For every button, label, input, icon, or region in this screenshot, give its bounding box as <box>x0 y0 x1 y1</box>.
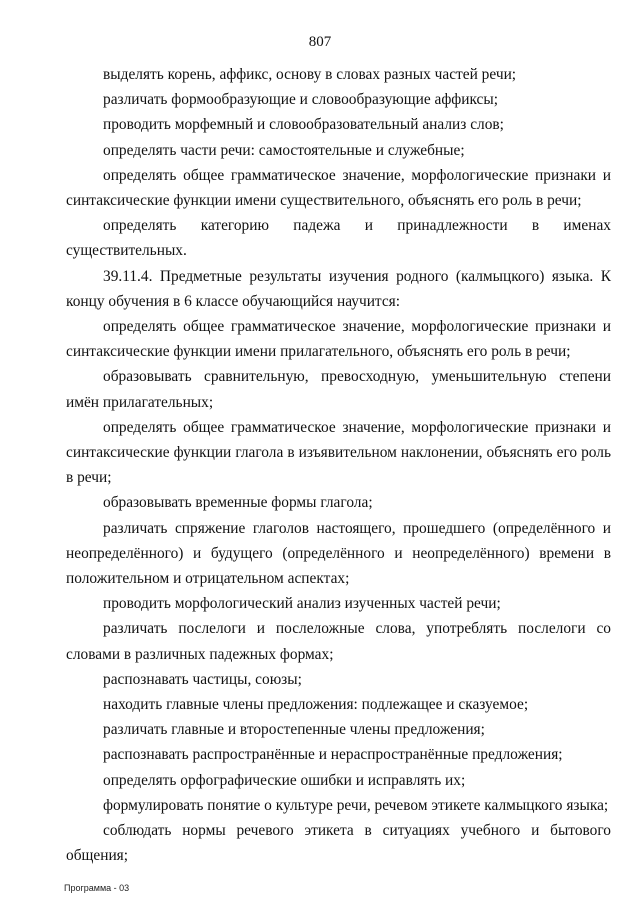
paragraph: соблюдать нормы речевого этикета в ситуациях учебного и бытового общения; <box>66 822 611 865</box>
paragraph: формулировать понятие о культуре речи, речевом этикете калмыцкого языка; <box>103 796 609 814</box>
section-heading-paragraph: 39.11.4. Предметные результаты изучения родного (калмыцкого) языка. К концу обучения в 6 классе обучающийся научится: <box>66 267 611 310</box>
paragraph: находить главные члены предложения: подлежащее и сказуемое; <box>103 696 529 714</box>
paragraph: различать спряжение глаголов настоящего, прошедшего (определённого и неопределённого) и будущего (определённого и неопределённого) времени в положительном и отрицательном аспектах; <box>66 519 611 588</box>
paragraph: различать формообразующие и словообразующие аффиксы; <box>103 91 499 109</box>
paragraph: распознавать распространённые и нераспространённые предложения; <box>103 746 563 764</box>
paragraph: распознавать частицы, союзы; <box>103 670 302 688</box>
paragraph: выделять корень, аффикс, основу в словах разных частей речи; <box>103 66 517 83</box>
paragraph: определять категорию падежа и принадлежности в именах существительных. <box>66 217 611 260</box>
paragraph: определять орфографические ошибки и исправлять их; <box>103 771 466 789</box>
paragraph: определять части речи: самостоятельные и служебные; <box>103 141 465 159</box>
paragraph: определять общее грамматическое значение, морфологические признаки и синтаксические функции глагола в изъявительном наклонении, объяснять его роль в речи; <box>66 418 611 487</box>
paragraph: проводить морфологический анализ изученных частей речи; <box>103 595 501 613</box>
paragraph: определять общее грамматическое значение, морфологические признаки и синтаксические функции имени существительного, объяснять его роль в речи; <box>66 166 611 210</box>
document-body <box>66 62 611 869</box>
paragraph: различать послелоги и послеложные слова, употреблять послелоги со словами в различных падежных формах; <box>66 620 611 663</box>
paragraph: различать главные и второстепенные члены предложения; <box>103 721 485 739</box>
paragraph: образовывать временные формы глагола; <box>103 494 373 512</box>
footer-label: Программа - 03 <box>64 883 130 893</box>
paragraph: определять общее грамматическое значение, морфологические признаки и синтаксические функции имени прилагательного, объяснять его роль в речи; <box>66 318 611 361</box>
page-number: 807 <box>308 34 332 50</box>
paragraph: образовывать сравнительную, превосходную, уменьшительную степени имён прилагательных; <box>66 368 611 411</box>
paragraph: проводить морфемный и словообразовательный анализ слов; <box>103 116 504 134</box>
